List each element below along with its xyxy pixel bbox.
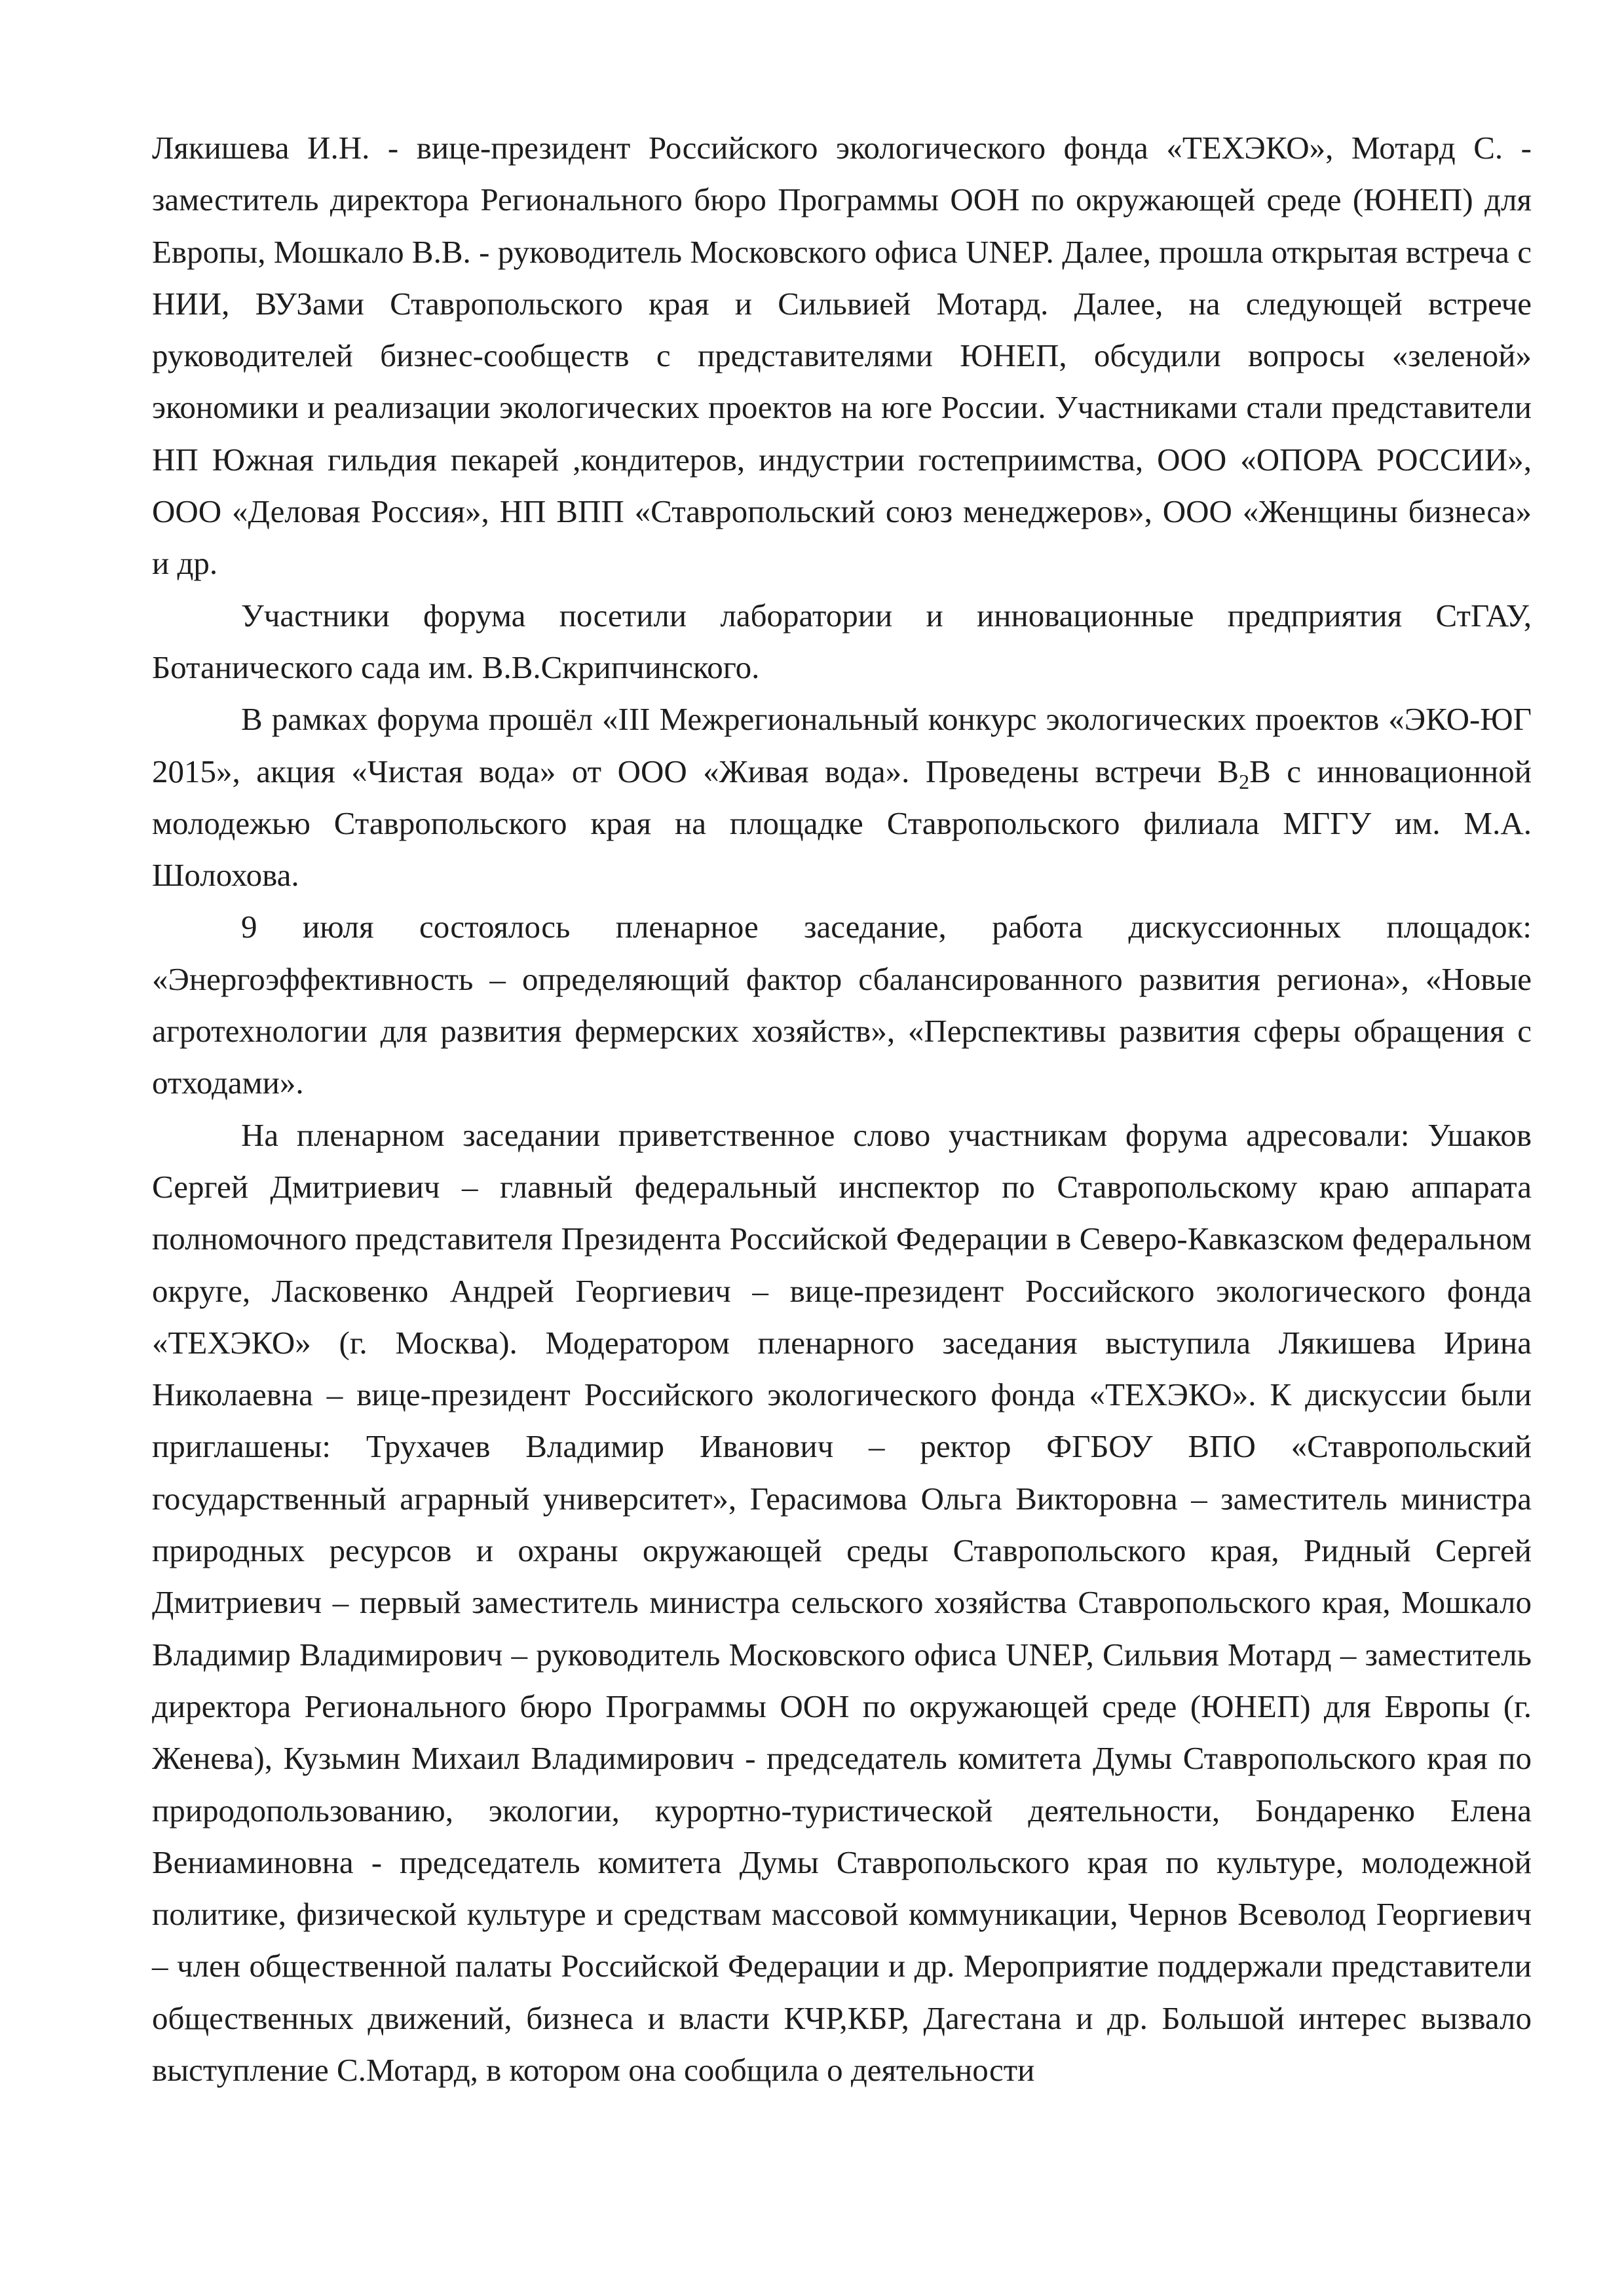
paragraph-eco-contest-part-1: В рамках форума прошёл «III Межрегиональный конкурс экологических проектов «ЭКО-ЮГ 2015», акция «Чистая вода» от ООО «Живая вода». Проведены встречи В <box>152 701 1532 789</box>
document-body <box>152 122 1532 2096</box>
paragraph-eco-contest <box>152 693 1532 901</box>
paragraph-eco-contest-part-2: В с инновационной молодежью Ставропольского края на площадке Ставропольского филиала МГГУ им. М.А. Шолохова. <box>152 753 1532 894</box>
paragraph-plenary-speakers: На пленарном заседании приветственное слово участникам форума адресовали: Ушаков Сергей Дмитриевич – главный федеральный инспектор по Ставропольскому краю аппарата полномочного представителя Президента Российской Федерации в Северо-Кавказском федеральном округе, Ласковенко Андрей Георгиевич – вице-президент Российского экологического фонда «ТЕХЭКО» (г. Москва). Модератором пленарного заседания выступила Лякишева Ирина Николаевна – вице-президент Российского экологического фонда «ТЕХЭКО». К дискуссии были приглашены: Трухачев Владимир Иванович – ректор ФГБОУ ВПО «Ставропольский государственный аграрный университет», Герасимова Ольга Викторовна – заместитель министра природных ресурсов и охраны окружающей среды Ставропольского края, Ридный Сергей Дмитриевич – первый заместитель министра сельского хозяйства Ставропольского края, Мошкало Владимир Владимирович – руководитель Московского офиса UNEP, Сильвия Мотард – заместитель директора Регионального бюро Программы ООН по окружающей среде (ЮНЕП) для Европы (г. Женева), Кузьмин Михаил Владимирович - председатель комитета Думы Ставропольского края по природопользованию, экологии, курортно-туристической деятельности, Бондаренко Елена Вениаминовна - председатель комитета Думы Ставропольского края по культуре, молодежной политике, физической культуре и средствам массовой коммуникации, Чернов Всеволод Георгиевич – член общественной палаты Российской Федерации и др. Мероприятие поддержали представители общественных движений, бизнеса и власти КЧР,КБР, Дагестана и др. Большой интерес вызвало выступление С.Мотард, в котором она сообщила о деятельности <box>152 1116 1532 2088</box>
b2b-subscript: 2 <box>1239 769 1250 793</box>
paragraph-laboratory-visit: Участники форума посетили лаборатории и инновационные предприятия СтГАУ, Ботанического сада им. В.В.Скрипчинского. <box>152 597 1532 685</box>
paragraph-plenary-session: 9 июля состоялось пленарное заседание, работа дискуссионных площадок: «Энергоэффективность – определяющий фактор сбалансированного развития региона», «Новые агротехнологии для развития фермерских хозяйств», «Перспективы развития сферы обращения с отходами». <box>152 909 1532 1101</box>
paragraph-participants-meetings: Лякишева И.Н. - вице-президент Российского экологического фонда «ТЕХЭКО», Мотард С. - заместитель директора Регионального бюро Программы ООН по окружающей среде (ЮНЕП) для Европы, Мошкало В.В. - руководитель Московского офиса UNEP. Далее, прошла открытая встреча с НИИ, ВУЗами Ставропольского края и Сильвией Мотард. Далее, на следующей встрече руководителей бизнес-сообществ с представителями ЮНЕП, обсудили вопросы «зеленой» экономики и реализации экологических проектов на юге России. Участниками стали представители НП Южная гильдия пекарей ,кондитеров, индустрии гостеприимства, ООО «ОПОРА РОССИИ», ООО «Деловая Россия», НП ВПП «Ставропольский союз менеджеров», ООО «Женщины бизнеса» и др. <box>152 130 1532 582</box>
